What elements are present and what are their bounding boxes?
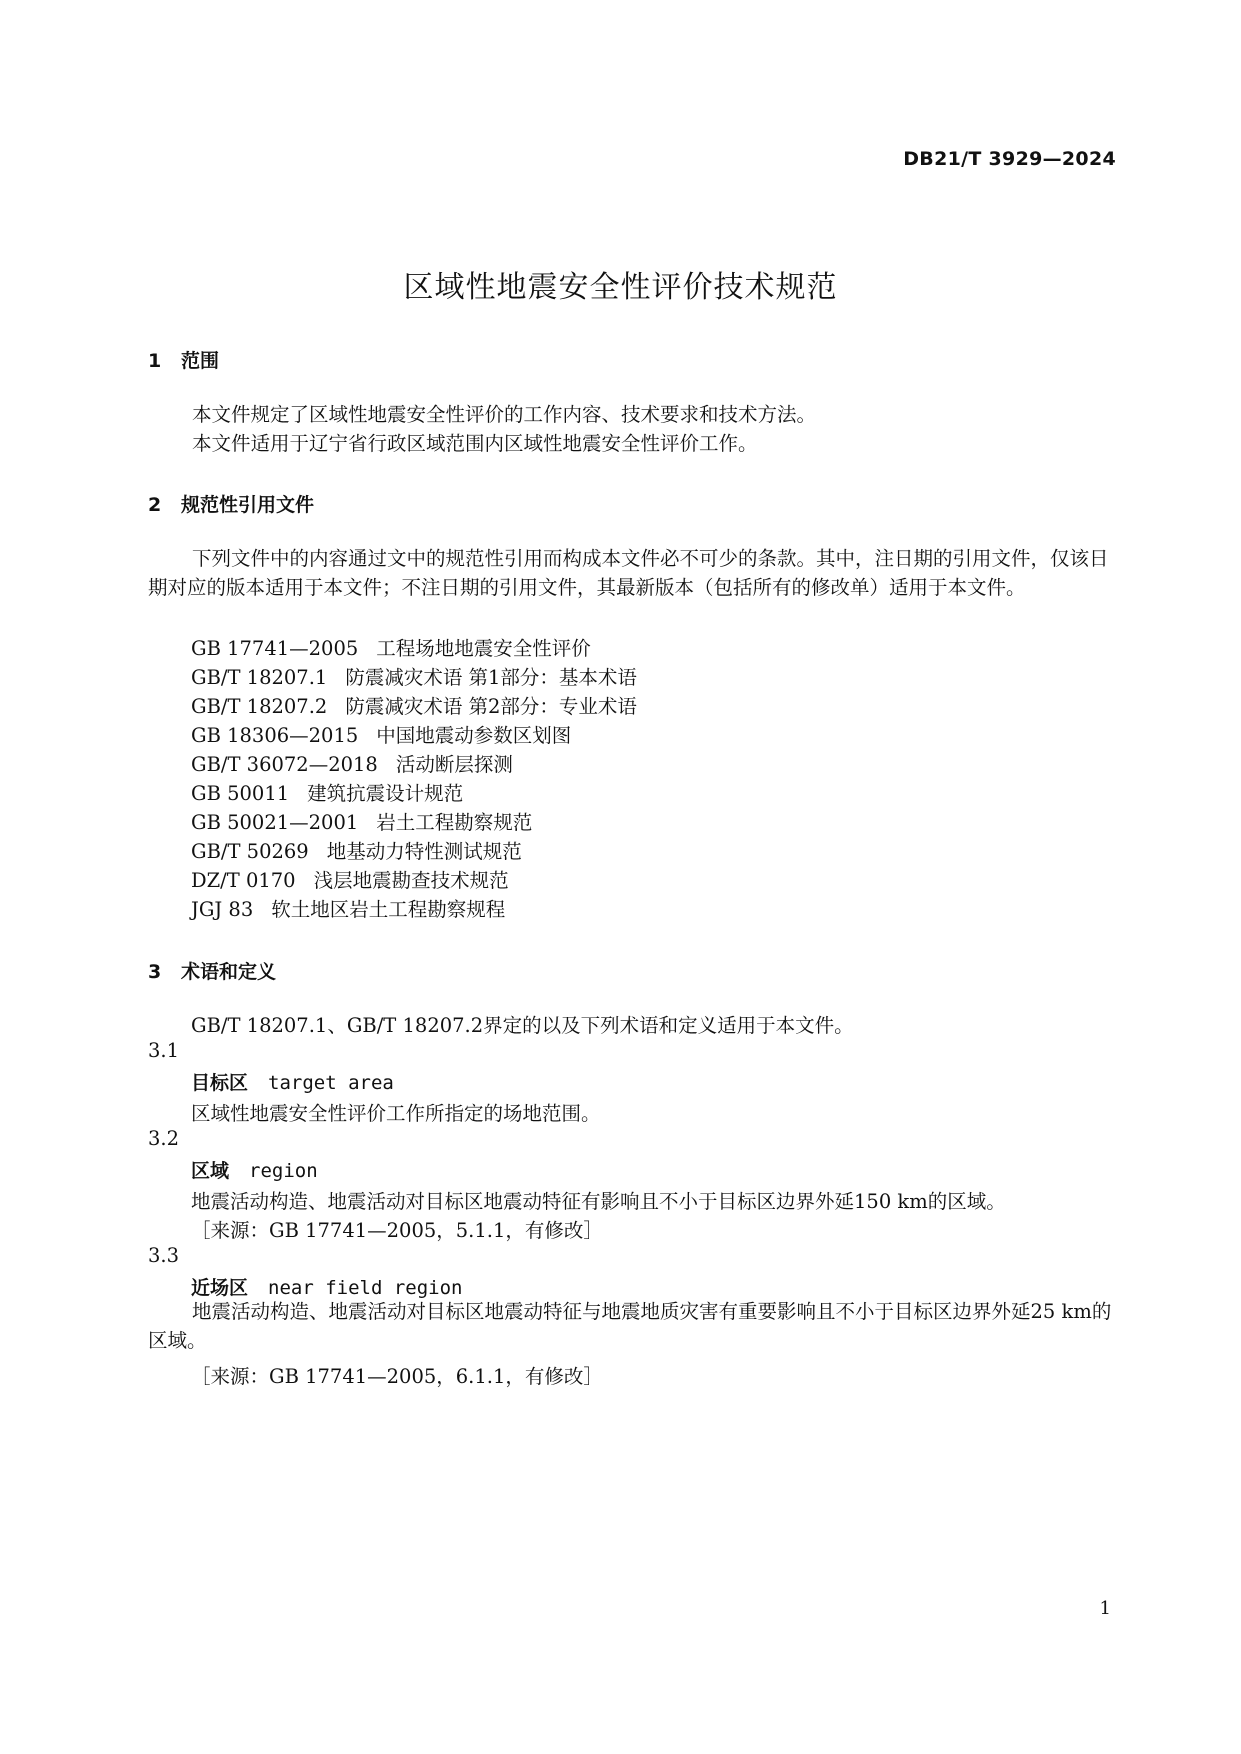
term-definition: 区域性地震安全性评价工作所指定的场地范围。 <box>191 1102 601 1125</box>
reference-item <box>191 894 505 922</box>
term-name-zh: 区域 <box>191 1160 230 1182</box>
reference-item <box>191 662 637 690</box>
term-heading <box>191 1273 462 1300</box>
reference-code: GB/T 36072—2018 <box>191 753 378 776</box>
term-name-en: near field region <box>268 1277 463 1299</box>
term-name-zh: 目标区 <box>191 1072 249 1094</box>
reference-name: 软土地区岩土工程勘察规程 <box>271 898 506 921</box>
reference-code: GB 18306—2015 <box>191 724 359 747</box>
reference-name: 工程场地地震安全性评价 <box>376 637 591 660</box>
reference-name: 中国地震动参数区划图 <box>376 724 572 747</box>
reference-item <box>191 865 509 893</box>
section-title: 规范性引用文件 <box>181 494 315 516</box>
page-number: 1 <box>1099 1598 1111 1619</box>
reference-item <box>191 807 532 835</box>
term-number: 3.2 <box>148 1127 180 1150</box>
reference-item <box>191 749 513 777</box>
section-heading-2 <box>148 490 314 517</box>
section-heading-3 <box>148 957 276 984</box>
reference-code: GB 17741—2005 <box>191 637 359 660</box>
section-number: 1 <box>148 350 162 372</box>
term-definition: 地震活动构造、地震活动对目标区地震动特征有影响且不小于目标区边界外延150 km的区域。 <box>191 1190 1006 1213</box>
document-title: 区域性地震安全性评价技术规范 <box>403 270 838 305</box>
reference-code: GB 50011 <box>191 782 290 805</box>
term-heading <box>191 1156 318 1183</box>
reference-item <box>191 691 637 719</box>
reference-item <box>191 836 522 864</box>
paragraph-scope-2: 本文件适用于辽宁省行政区域范围内区域性地震安全性评价工作。 <box>192 432 758 455</box>
term-name-en: region <box>249 1160 318 1182</box>
reference-item <box>191 720 571 748</box>
reference-item <box>191 778 463 806</box>
reference-name: 岩土工程勘察规范 <box>376 811 533 834</box>
reference-code: JGJ 83 <box>191 898 254 921</box>
reference-name: 防震减灾术语 第1部分：基本术语 <box>345 666 637 689</box>
paragraph-references-intro: 下列文件中的内容通过文中的规范性引用而构成本文件必不可少的条款。其中，注日期的引用文件，仅该日期对应的版本适用于本文件；不注日期的引用文件，其最新版本（包括所有的修改单）适用于本文件。 <box>148 547 1109 599</box>
section-title: 术语和定义 <box>181 961 277 983</box>
reference-item <box>191 633 591 661</box>
document-code: DB21/T 3929—2024 <box>903 148 1116 170</box>
reference-name: 地基动力特性测试规范 <box>326 840 522 863</box>
reference-code: GB 50021—2001 <box>191 811 359 834</box>
term-heading <box>191 1068 394 1095</box>
term-name-en: target area <box>268 1072 394 1094</box>
section-heading-1 <box>148 346 219 373</box>
term-source: ［来源：GB 17741—2005，6.1.1，有修改］ <box>191 1365 603 1388</box>
reference-name: 活动断层探测 <box>395 753 513 776</box>
reference-code: GB/T 50269 <box>191 840 309 863</box>
term-number: 3.1 <box>148 1039 180 1062</box>
term-definition: 地震活动构造、地震活动对目标区地震动特征与地震地质灾害有重要影响且不小于目标区边界外延25 km的区域。 <box>148 1300 1112 1352</box>
term-number: 3.3 <box>148 1244 180 1267</box>
reference-name: 浅层地震勘查技术规范 <box>313 869 509 892</box>
section-number: 2 <box>148 494 162 516</box>
reference-code: GB/T 18207.1 <box>191 666 328 689</box>
term-source: ［来源：GB 17741—2005，5.1.1，有修改］ <box>191 1219 603 1242</box>
reference-code: GB/T 18207.2 <box>191 695 328 718</box>
term-name-zh: 近场区 <box>191 1277 249 1299</box>
section-title: 范围 <box>181 350 220 372</box>
section-number: 3 <box>148 961 162 983</box>
paragraph-terms-intro: GB/T 18207.1、GB/T 18207.2界定的以及下列术语和定义适用于本文件。 <box>191 1014 854 1037</box>
paragraph-scope-1: 本文件规定了区域性地震安全性评价的工作内容、技术要求和技术方法。 <box>192 403 817 426</box>
reference-name: 防震减灾术语 第2部分：专业术语 <box>345 695 637 718</box>
reference-name: 建筑抗震设计规范 <box>307 782 464 805</box>
reference-code: DZ/T 0170 <box>191 869 296 892</box>
